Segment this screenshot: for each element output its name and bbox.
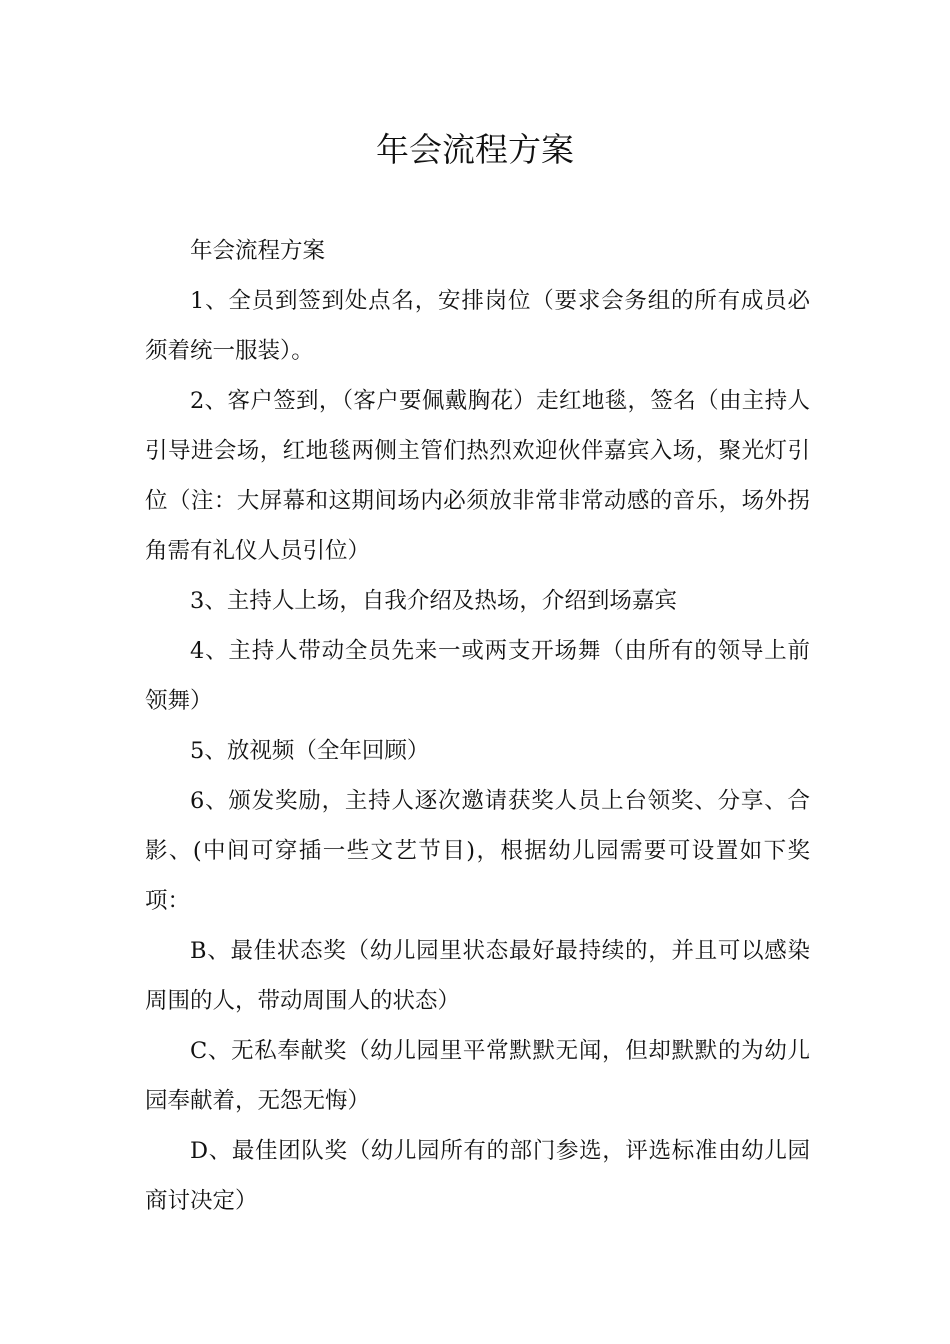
paragraph-award-b: B、最佳状态奖（幼儿园里状态最好最持续的，并且可以感染周围的人，带动周围人的状态） (145, 938, 810, 1014)
paragraph-step-5: 5、放视频（全年回顾） (190, 738, 430, 764)
paragraph-step-6: 6、颁发奖励，主持人逐次邀请获奖人员上台领奖、分享、合影、(中间可穿插一些文艺节目)，根据幼儿园需要可设置如下奖项： (145, 788, 810, 914)
document-title: 年会流程方案 (376, 130, 574, 169)
paragraph-heading: 年会流程方案 (190, 238, 326, 264)
paragraph-award-d: D、最佳团队奖（幼儿园所有的部门参选，评选标准由幼儿园商讨决定） (145, 1138, 810, 1214)
paragraph-step-4: 4、主持人带动全员先来一或两支开场舞（由所有的领导上前领舞） (145, 638, 810, 714)
document-body (145, 226, 810, 1226)
paragraph-step-1: 1、全员到签到处点名，安排岗位（要求会务组的所有成员必须着统一服装）。 (145, 288, 810, 364)
paragraph-step-2: 2、客户签到，（客户要佩戴胸花）走红地毯，签名（由主持人引导进会场，红地毯两侧主管们热烈欢迎伙伴嘉宾入场，聚光灯引位（注：大屏幕和这期间场内必须放非常非常动感的音乐，场外拐角需有礼仪人员引位） (145, 388, 810, 564)
paragraph-step-3: 3、主持人上场，自我介绍及热场，介绍到场嘉宾 (190, 588, 677, 614)
paragraph-award-c: C、无私奉献奖（幼儿园里平常默默无闻，但却默默的为幼儿园奉献着，无怨无悔） (145, 1038, 810, 1114)
